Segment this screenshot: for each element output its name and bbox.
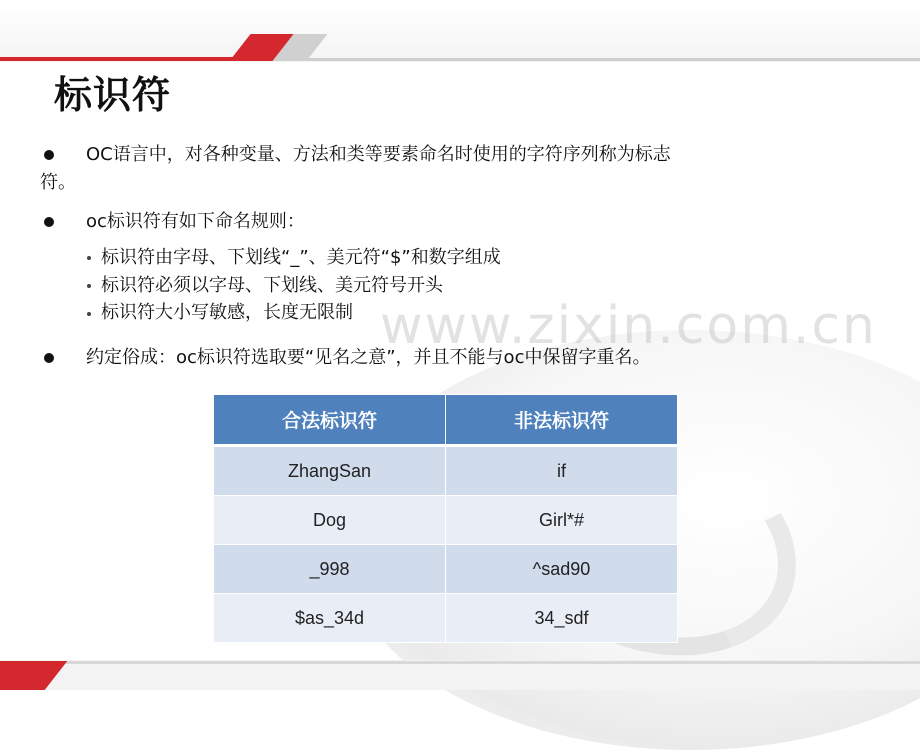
sub-item-1: 标识符由字母、下划线“_”、美元符“$”和数字组成: [101, 247, 501, 268]
bullet-1-line-1: OC语言中，对各种变量、方法和类等要素命名时使用的字符序列称为标志: [86, 144, 671, 165]
sub-bullet-dot: [87, 312, 91, 316]
header-invalid: 非法标识符: [446, 395, 678, 446]
bullet-1-line-2: 符。: [40, 172, 76, 193]
table-cell: ZhangSan: [214, 446, 446, 496]
header-red-rule: [0, 57, 268, 61]
footer-rule: [0, 661, 920, 664]
slide-title: 标识符: [54, 73, 172, 117]
slide-header-band: [0, 0, 920, 62]
identifier-table: [213, 394, 678, 643]
bullet-3: 约定俗成：oc标识符选取要“见名之意”，并且不能与oc中保留字重名。: [86, 347, 651, 368]
watermark: www.zixin.com.cn: [380, 296, 877, 356]
slide-footer-band: [0, 660, 920, 690]
table-cell: if: [446, 446, 678, 496]
bullet-2: oc标识符有如下命名规则：: [86, 211, 305, 232]
table-row: [214, 594, 678, 643]
table-header-row: [214, 395, 678, 446]
sub-item-3: 标识符大小写敏感，长度无限制: [101, 302, 353, 323]
table-cell: Dog: [214, 496, 446, 545]
bullet-dot: [44, 150, 54, 160]
table-cell: _998: [214, 545, 446, 594]
sub-bullet-dot: [87, 256, 91, 260]
bullet-dot: [44, 353, 54, 363]
table-cell: 34_sdf: [446, 594, 678, 643]
table-row: [214, 496, 678, 545]
table-cell: $as_34d: [214, 594, 446, 643]
sub-item-2: 标识符必须以字母、下划线、美元符号开头: [101, 275, 443, 296]
header-valid: 合法标识符: [214, 395, 446, 446]
table-cell: ^sad90: [446, 545, 678, 594]
sub-bullet-dot: [87, 284, 91, 288]
table-row: [214, 446, 678, 496]
table-cell: Girl*#: [446, 496, 678, 545]
table-row: [214, 545, 678, 594]
bullet-dot: [44, 217, 54, 227]
